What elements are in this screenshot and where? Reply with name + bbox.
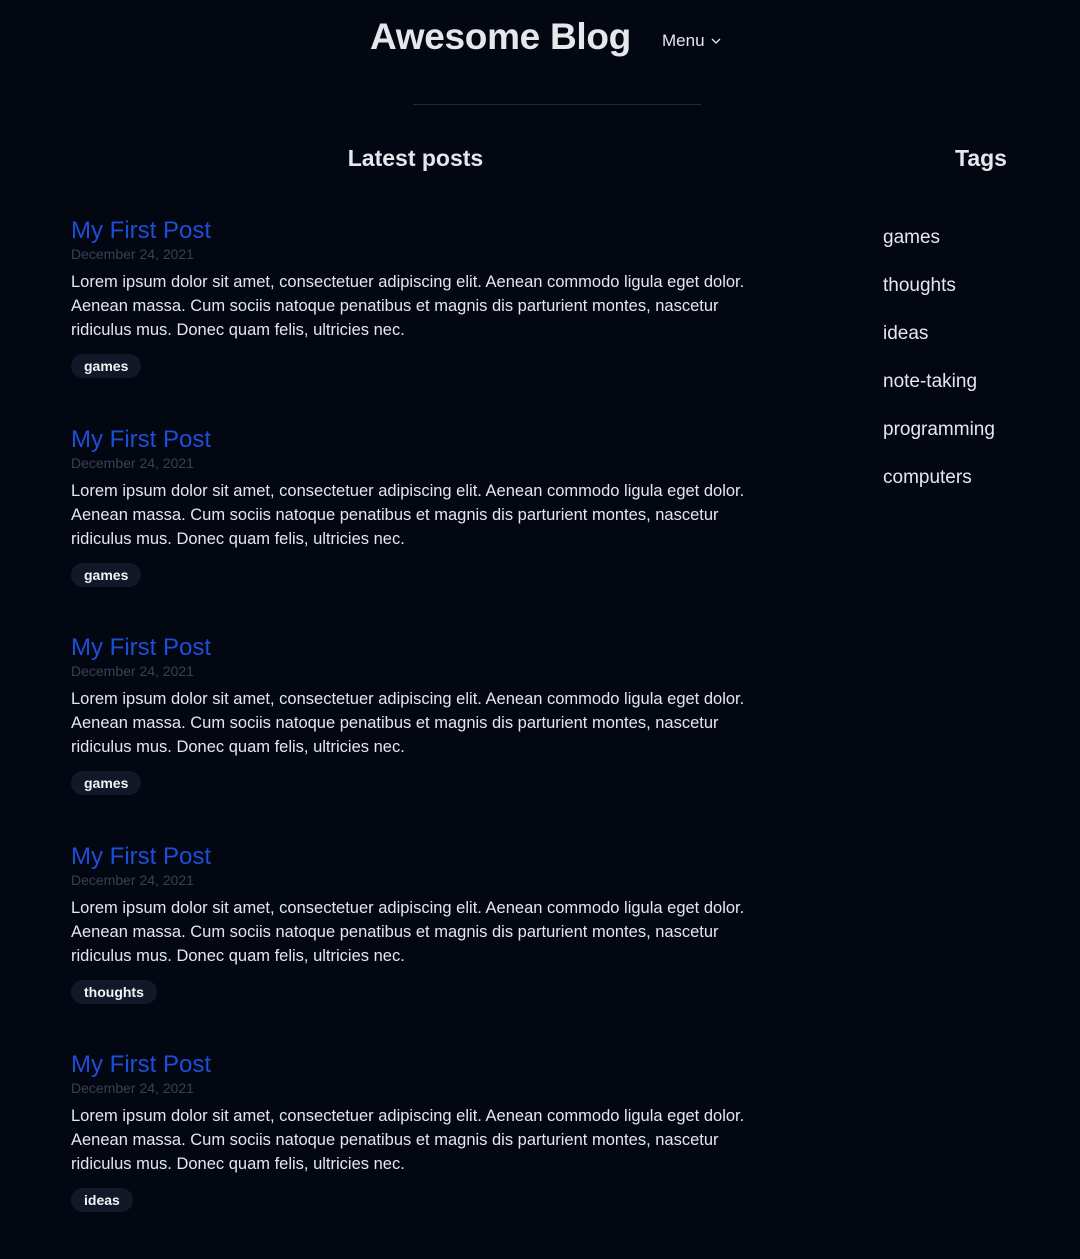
tag-link-games[interactable]: games <box>883 227 941 248</box>
post-tag[interactable]: ideas <box>71 1188 133 1212</box>
post-date: December 24, 2021 <box>71 454 194 471</box>
post-item <box>71 216 771 425</box>
post-tag[interactable]: games <box>71 563 141 587</box>
post-excerpt: Lorem ipsum dolor sit amet, consectetuer adipiscing elit. Aenean commodo ligula eget dolor. Aenean massa. Cum sociis natoque penatibus et magnis dis parturient montes, nascetur ridiculus mus. Donec quam felis, ultricies nec. <box>71 273 745 339</box>
post-title-link[interactable]: My First Post <box>71 217 212 244</box>
post-date: December 24, 2021 <box>71 663 194 679</box>
post-tag[interactable]: thoughts <box>71 980 157 1004</box>
latest-posts-heading: Latest posts <box>347 145 484 171</box>
post-excerpt: Lorem ipsum dolor sit amet, consectetuer adipiscing elit. Aenean commodo ligula eget dolor. Aenean massa. Cum sociis natoque penatibus et magnis dis parturient montes, nascetur ridiculus mus. Donec quam felis, ultricies nec. <box>71 898 745 965</box>
post-excerpt: Lorem ipsum dolor sit amet, consectetuer adipiscing elit. Aenean commodo ligula eget dolor. Aenean massa. Cum sociis natoque penatibus et magnis dis parturient montes, nascetur ridiculus mus. Donec quam felis, ultricies nec. <box>71 481 745 548</box>
post-title-link[interactable]: My First Post <box>71 425 212 453</box>
chevron-down-icon <box>711 36 721 46</box>
post-excerpt: Lorem ipsum dolor sit amet, consectetuer adipiscing elit. Aenean commodo ligula eget dolor. Aenean massa. Cum sociis natoque penatibus et magnis dis parturient montes, nascetur ridiculus mus. Donec quam felis, ultricies nec. <box>71 1107 745 1173</box>
post-date: December 24, 2021 <box>71 1080 194 1096</box>
post-item <box>71 842 771 1051</box>
post-excerpt: Lorem ipsum dolor sit amet, consectetuer adipiscing elit. Aenean commodo ligula eget dolor. Aenean massa. Cum sociis natoque penatibus et magnis dis parturient montes, nascetur ridiculus mus. Donec quam felis, ultricies nec. <box>71 690 745 756</box>
post-title-link[interactable]: My First Post <box>71 1051 212 1078</box>
site-title[interactable]: Awesome Blog <box>370 16 631 57</box>
post-item <box>71 425 771 634</box>
tag-link-thoughts[interactable]: thoughts <box>883 275 956 296</box>
tag-link-computers[interactable]: computers <box>883 467 972 488</box>
tag-list <box>883 226 995 514</box>
post-item <box>71 633 771 842</box>
header-divider <box>413 104 701 105</box>
post-list <box>71 216 771 1259</box>
tags-heading: Tags <box>955 145 1007 171</box>
tag-link-ideas[interactable]: ideas <box>883 323 929 344</box>
post-date: December 24, 2021 <box>71 871 194 888</box>
tag-link-programming[interactable]: programming <box>883 419 995 440</box>
post-tag[interactable]: games <box>71 771 141 795</box>
menu-dropdown[interactable] <box>662 31 721 51</box>
post-date: December 24, 2021 <box>71 246 194 262</box>
menu-label: Menu <box>662 31 705 50</box>
post-item <box>71 1050 771 1259</box>
post-title-link[interactable]: My First Post <box>71 634 212 661</box>
post-tag[interactable]: games <box>71 354 141 378</box>
tag-link-note-taking[interactable]: note-taking <box>883 371 978 392</box>
post-title-link[interactable]: My First Post <box>71 842 212 870</box>
site-header <box>0 14 1080 74</box>
